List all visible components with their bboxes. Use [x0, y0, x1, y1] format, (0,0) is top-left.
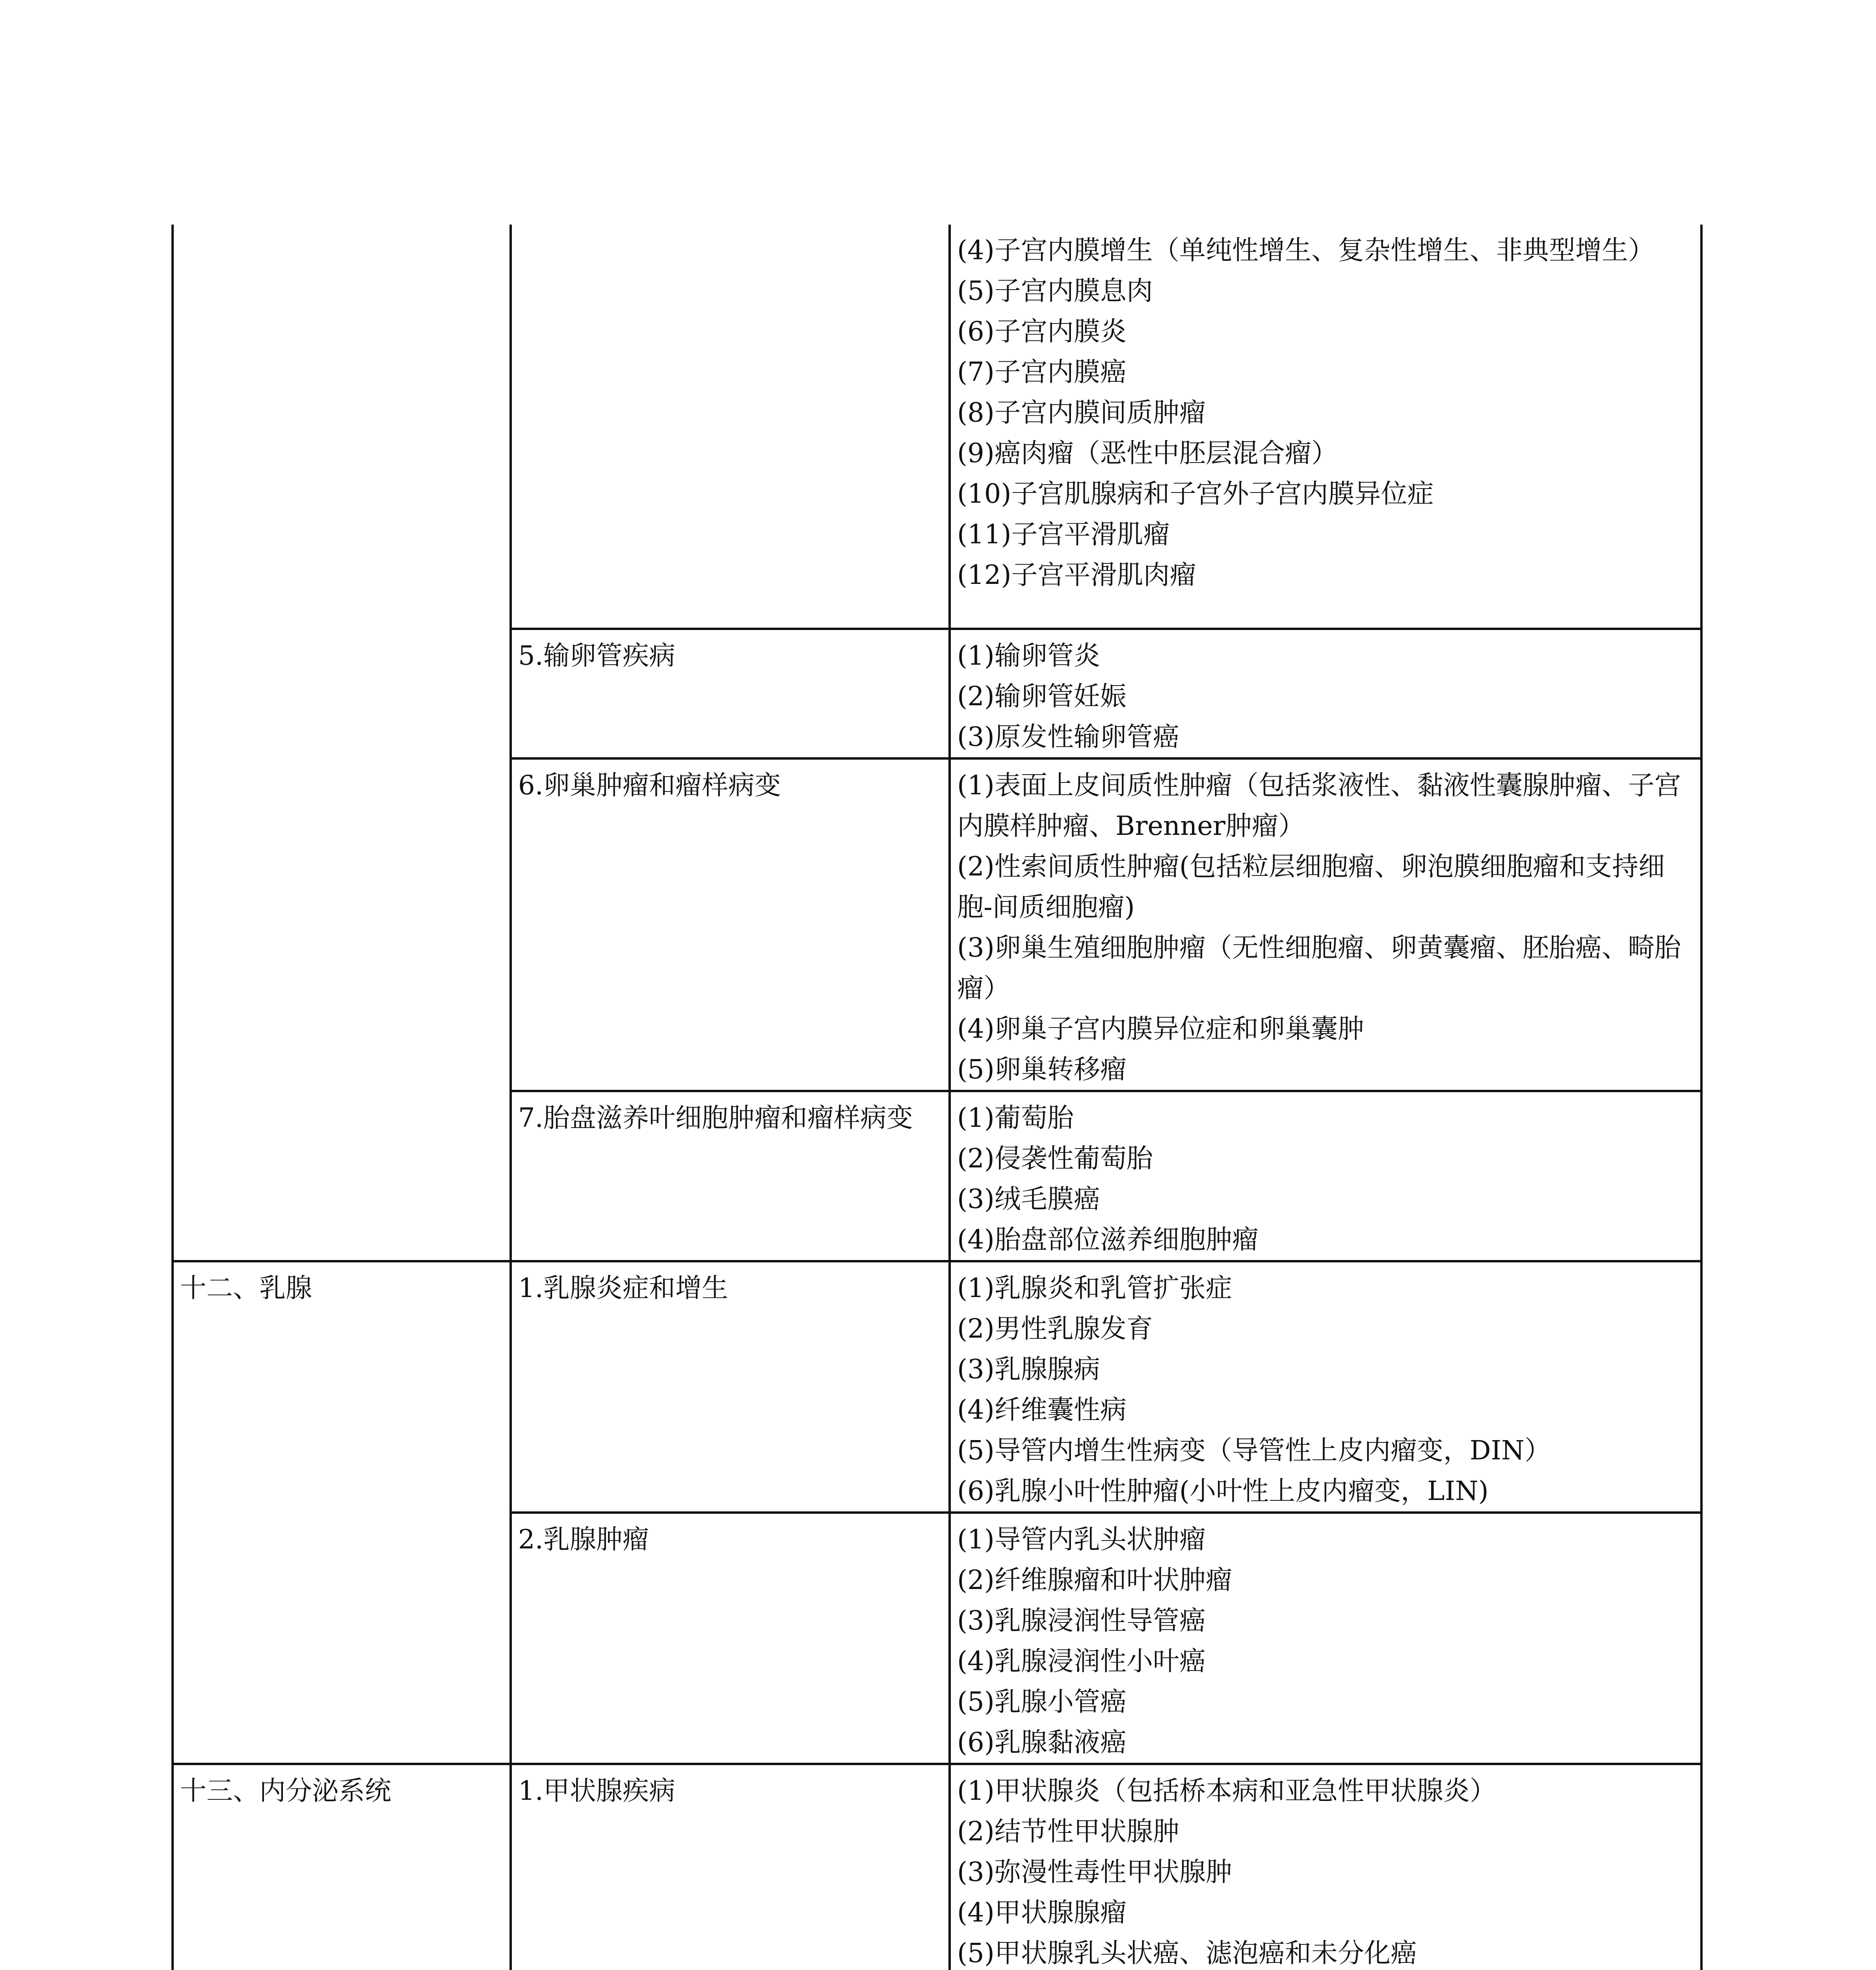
items-cell	[950, 1764, 1701, 1970]
list-item: (3)绒毛膜癌	[957, 1184, 1100, 1214]
topic-cell: 5.输卵管疾病	[511, 629, 950, 758]
list-item: (6)乳腺黏液癌	[957, 1727, 1127, 1758]
topic-cell: 6.卵巢肿瘤和瘤样病变	[511, 758, 950, 1091]
list-item: (8)子宫内膜间质肿瘤	[957, 397, 1206, 428]
list-item: (3)弥漫性毒性甲状腺肿	[957, 1857, 1232, 1887]
list-item: (1)甲状腺炎（包括桥本病和亚急性甲状腺炎）	[957, 1775, 1496, 1806]
items-cell	[950, 1261, 1701, 1513]
section-cell	[173, 1513, 511, 1764]
list-item: (6)乳腺小叶性肿瘤(小叶性上皮内瘤变，LIN)	[957, 1476, 1489, 1506]
syllabus-table	[171, 225, 1703, 1970]
list-item: (2)侵袭性葡萄胎	[957, 1143, 1153, 1174]
section-cell: 十二、乳腺	[173, 1261, 511, 1513]
list-item: (4)子宫内膜增生（单纯性增生、复杂性增生、非典型增生）	[957, 235, 1655, 266]
table-row	[173, 225, 1701, 629]
list-item: (3)乳腺腺病	[957, 1354, 1100, 1385]
table-row	[173, 1091, 1701, 1261]
list-item: (7)子宫内膜癌	[957, 357, 1127, 387]
items-cell	[950, 629, 1701, 758]
list-item: (2)结节性甲状腺肿	[957, 1816, 1179, 1847]
list-item: (2)性索间质性肿瘤(包括粒层细胞瘤、卵泡膜细胞瘤和支持细胞-间质细胞瘤)	[957, 851, 1665, 922]
list-item: (12)子宫平滑肌肉瘤	[957, 559, 1196, 590]
list-item: (5)乳腺小管癌	[957, 1686, 1127, 1717]
list-item: (4)纤维囊性病	[957, 1394, 1127, 1425]
section-cell: 十三、内分泌系统	[173, 1764, 511, 1970]
list-item: (4)卵巢子宫内膜异位症和卵巢囊肿	[957, 1013, 1364, 1044]
list-item: (5)子宫内膜息肉	[957, 275, 1153, 306]
topic-cell	[511, 225, 950, 629]
section-cell	[173, 758, 511, 1091]
list-item: (1)葡萄胎	[957, 1102, 1074, 1133]
topic-cell: 7.胎盘滋养叶细胞肿瘤和瘤样病变	[511, 1091, 950, 1261]
topic-cell: 1.乳腺炎症和增生	[511, 1261, 950, 1513]
table-row	[173, 1261, 1701, 1513]
list-item: (10)子宫肌腺病和子宫外子宫内膜异位症	[957, 478, 1434, 509]
list-item: (1)乳腺炎和乳管扩张症	[957, 1273, 1232, 1303]
section-cell	[173, 225, 511, 629]
list-item: (11)子宫平滑肌瘤	[957, 519, 1170, 550]
section-cell	[173, 1091, 511, 1261]
list-item: (6)子宫内膜炎	[957, 316, 1127, 347]
list-item: (2)纤维腺瘤和叶状肿瘤	[957, 1565, 1232, 1595]
items-cell	[950, 758, 1701, 1091]
items-cell	[950, 1513, 1701, 1764]
list-item: (5)甲状腺乳头状癌、滤泡癌和未分化癌	[957, 1938, 1417, 1968]
list-item: (5)导管内增生性病变（导管性上皮内瘤变，DIN）	[957, 1435, 1551, 1466]
table-row	[173, 629, 1701, 758]
list-item: (1)导管内乳头状肿瘤	[957, 1524, 1206, 1555]
list-item: (1)表面上皮间质性肿瘤（包括浆液性、黏液性囊腺肿瘤、子宫内膜样肿瘤、Brenner肿瘤）	[957, 770, 1681, 841]
section-cell	[173, 629, 511, 758]
list-item: (2)男性乳腺发育	[957, 1313, 1153, 1344]
table-row	[173, 1764, 1701, 1970]
list-item: (1)输卵管炎	[957, 640, 1100, 671]
topic-cell: 1.甲状腺疾病	[511, 1764, 950, 1970]
table-row	[173, 1513, 1701, 1764]
list-item: (4)胎盘部位滋养细胞肿瘤	[957, 1224, 1259, 1255]
items-cell	[950, 225, 1701, 629]
list-item: (2)输卵管妊娠	[957, 681, 1127, 712]
list-item: (9)癌肉瘤（恶性中胚层混合瘤）	[957, 438, 1338, 468]
list-item: (3)原发性输卵管癌	[957, 721, 1179, 752]
list-item: (3)卵巢生殖细胞肿瘤（无性细胞瘤、卵黄囊瘤、胚胎癌、畸胎瘤）	[957, 932, 1681, 1004]
topic-cell: 2.乳腺肿瘤	[511, 1513, 950, 1764]
list-item: (3)乳腺浸润性导管癌	[957, 1605, 1206, 1636]
table-row	[173, 758, 1701, 1091]
items-cell	[950, 1091, 1701, 1261]
list-item: (4)乳腺浸润性小叶癌	[957, 1646, 1206, 1676]
list-item: (5)卵巢转移瘤	[957, 1054, 1127, 1085]
list-item: (4)甲状腺腺瘤	[957, 1897, 1127, 1928]
